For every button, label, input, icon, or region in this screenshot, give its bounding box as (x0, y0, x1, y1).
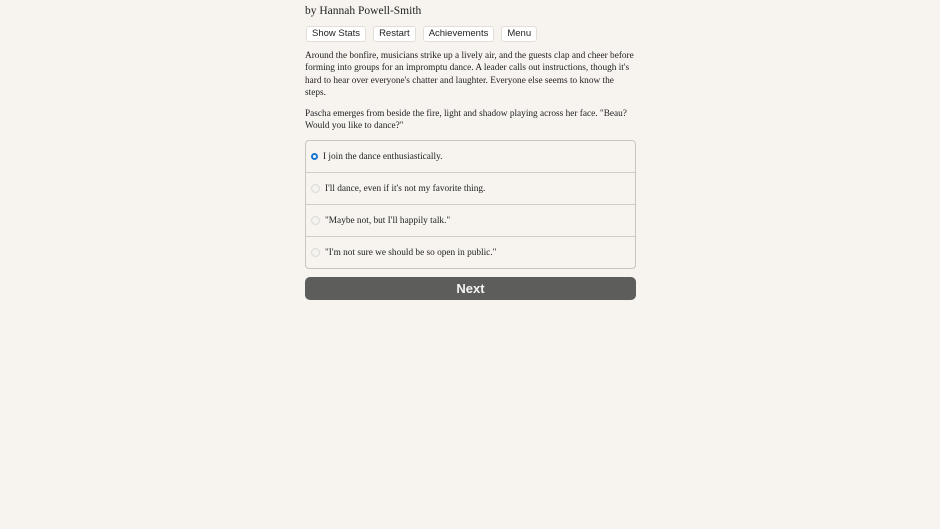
choice-label: "I'm not sure we should be so open in public." (325, 247, 497, 258)
choice-option-1[interactable] (306, 141, 635, 172)
choice-label: I join the dance enthusiastically. (323, 151, 443, 162)
radio-unchecked-icon[interactable] (311, 248, 320, 257)
next-button[interactable]: Next (305, 277, 636, 300)
restart-button[interactable]: Restart (373, 26, 416, 42)
choice-label: "Maybe not, but I'll happily talk." (325, 215, 451, 226)
show-stats-button[interactable]: Show Stats (306, 26, 366, 42)
choice-option-4[interactable] (306, 236, 635, 268)
choice-option-3[interactable] (306, 204, 635, 236)
radio-unchecked-icon[interactable] (311, 184, 320, 193)
menu-button[interactable]: Menu (501, 26, 537, 42)
passage-paragraph: Around the bonfire, musicians strike up a lively air, and the guests clap and cheer before forming into groups for an impromptu dance. A leader calls out instructions, though it's hard to hear over everyone's chatter and laughter. Everyone else seems to know the steps. (305, 51, 634, 99)
author-byline: by Hannah Powell-Smith (305, 5, 422, 17)
choice-list (305, 140, 636, 269)
passage-paragraph: Pascha emerges from beside the fire, light and shadow playing across her face. "Beau? Would you like to dance?" (305, 108, 627, 132)
game-container (305, 0, 636, 300)
radio-checked-icon[interactable] (311, 153, 318, 160)
choice-option-2[interactable] (306, 172, 635, 204)
story-passage (305, 50, 636, 132)
radio-unchecked-icon[interactable] (311, 216, 320, 225)
achievements-button[interactable]: Achievements (423, 26, 495, 42)
choice-label: I'll dance, even if it's not my favorite thing. (325, 183, 486, 194)
toolbar (305, 26, 636, 41)
